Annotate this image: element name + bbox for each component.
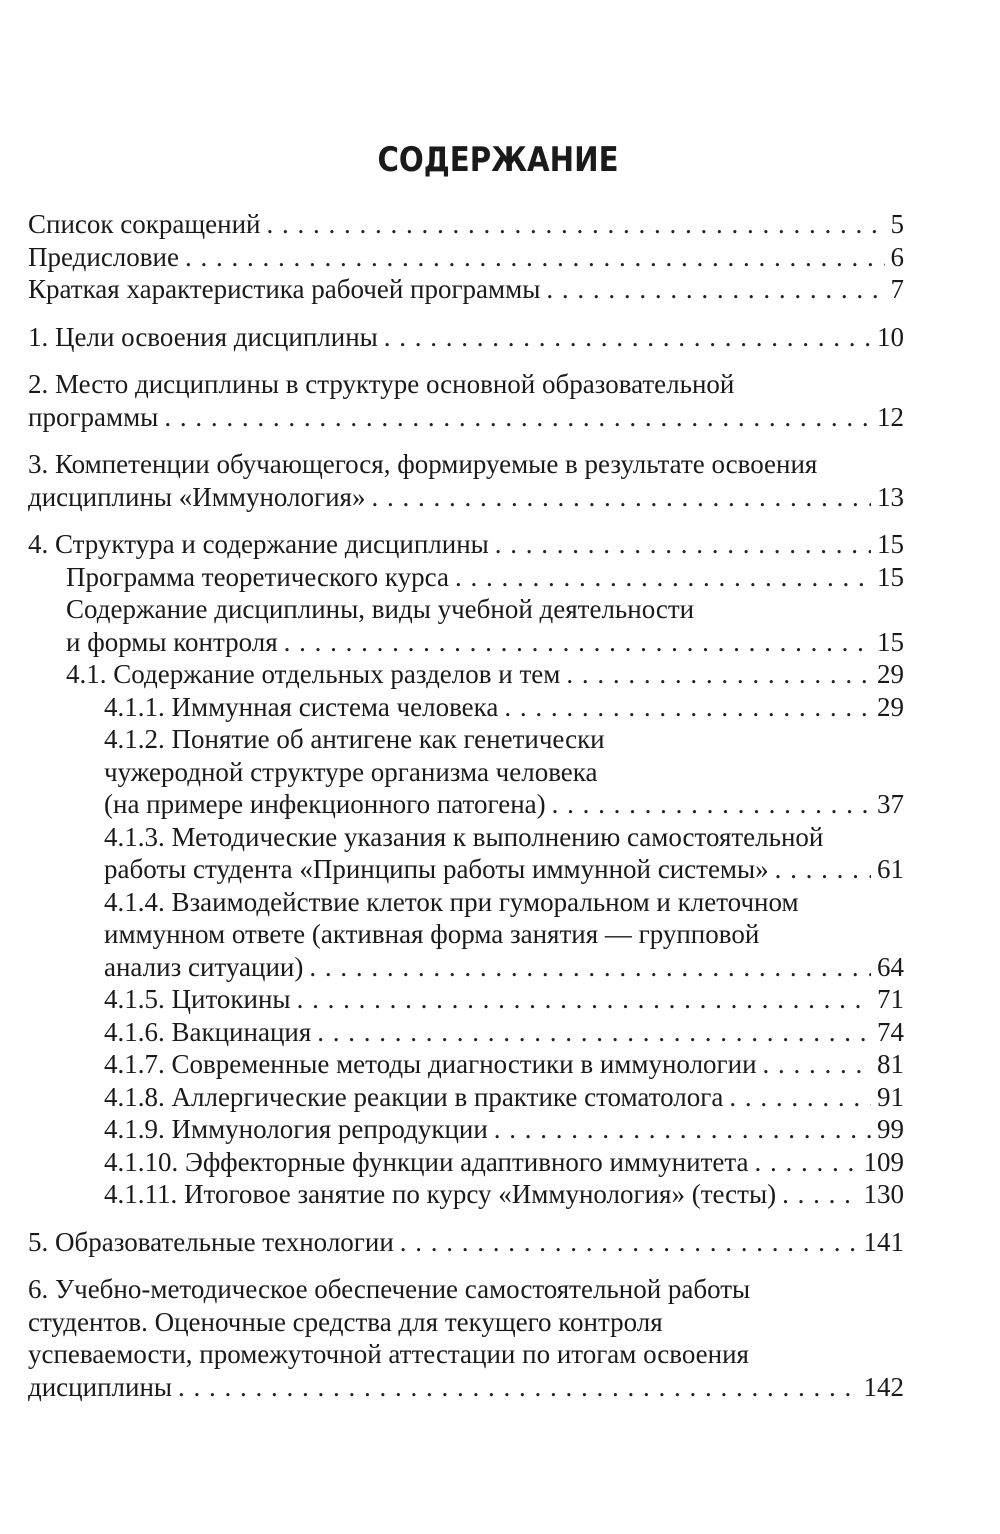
toc-entry-text: 4.1.6. Вакцинация — [104, 1016, 312, 1047]
toc-entry — [28, 561, 904, 594]
toc-entry-text: 4.1.3. Методические указания к выполнению самостоятельной — [104, 821, 824, 852]
toc-entry — [28, 528, 904, 561]
toc-entry — [28, 691, 904, 724]
toc-entry-text: работы студента «Принципы работы иммунной системы» — [104, 854, 769, 884]
toc-entry — [28, 983, 904, 1016]
toc-entry-text: успеваемости, промежуточной аттестации по итогам освоения — [28, 1339, 749, 1369]
toc-page-number: 12 — [877, 401, 904, 432]
toc-page-number: 99 — [877, 1114, 904, 1144]
toc-entry-text: 5. Образовательные технологии — [28, 1226, 394, 1257]
dot-leader — [495, 528, 871, 561]
toc-entry-text: 4.1.2. Понятие об антигене как генетически — [104, 724, 605, 754]
toc-entry-text: 2. Место дисциплины в структуре основной образовательной — [28, 369, 735, 399]
toc-page-number: 29 — [877, 691, 904, 722]
toc-entry-text: 4.1.10. Эффекторные функции адаптивного иммунитета — [104, 1146, 749, 1177]
toc-entry-text: 3. Компетенции обучающегося, формируемые в результате освоения — [28, 449, 818, 479]
toc-entry — [28, 723, 904, 821]
table-of-contents — [28, 208, 904, 1403]
toc-entry — [28, 1081, 904, 1114]
toc-page-number: 15 — [877, 561, 904, 592]
toc-page-number: 5 — [890, 209, 904, 239]
toc-entry — [28, 821, 904, 886]
dot-leader — [185, 241, 885, 274]
dot-leader — [284, 626, 871, 659]
toc-page-number: 130 — [863, 1179, 904, 1209]
dot-leader — [754, 1146, 857, 1179]
toc-page-number: 142 — [863, 1371, 904, 1402]
toc-entry-text: студентов. Оценочные средства для текущего контроля — [28, 1306, 663, 1337]
toc-page-number: 61 — [877, 854, 904, 884]
dot-leader — [763, 1048, 871, 1081]
toc-entry — [28, 658, 904, 691]
toc-page-number: 74 — [877, 1016, 904, 1047]
toc-entry — [28, 448, 904, 513]
toc-page-number: 109 — [863, 1146, 904, 1177]
toc-entry-text: чужеродной структуре организма человека — [104, 756, 598, 787]
toc-page-number: 64 — [877, 951, 904, 982]
toc-entry-text: 4.1.1. Иммунная система человека — [104, 691, 499, 722]
toc-entry-text: 4. Структура и содержание дисциплины — [28, 529, 489, 559]
toc-page-number: 13 — [877, 481, 904, 512]
toc-entry-text: 4.1.4. Взаимодействие клеток при гуморальном и клеточном — [104, 886, 799, 917]
toc-entry-text: 4.1.5. Цитокины — [104, 984, 291, 1014]
dot-leader — [552, 788, 871, 821]
dot-leader — [775, 853, 871, 886]
toc-entry-text: дисциплины — [28, 1371, 173, 1402]
toc-page-number: 15 — [877, 529, 904, 559]
toc-entry — [28, 593, 904, 658]
toc-entry-text: Программа теоретического курса — [66, 561, 449, 592]
dot-leader — [266, 208, 884, 241]
toc-entry — [28, 273, 904, 306]
dot-leader — [371, 481, 871, 514]
toc-entry-text: дисциплины «Иммунология» — [28, 481, 366, 512]
toc-page-number: 91 — [877, 1081, 904, 1112]
dot-leader — [178, 1371, 857, 1404]
dot-leader — [297, 983, 871, 1016]
toc-page-number: 81 — [877, 1049, 904, 1079]
toc-entry-text: (на примере инфекционного патогена) — [104, 789, 546, 819]
toc-entry — [28, 1016, 904, 1049]
toc-entry-text: Список сокращений — [28, 209, 261, 239]
toc-entry — [28, 886, 904, 984]
toc-entry — [28, 208, 904, 241]
toc-entry-text: 4.1.11. Итоговое занятие по курсу «Иммунология» (тесты) — [104, 1179, 777, 1209]
toc-entry-text: 1. Цели освоения дисциплины — [28, 321, 378, 352]
toc-page-number: 15 — [877, 626, 904, 657]
toc-entry-text: 4.1.8. Аллергические реакции в практике стоматолога — [104, 1081, 724, 1112]
dot-leader — [546, 273, 884, 306]
toc-entry — [28, 368, 904, 433]
toc-entry-text: 6. Учебно-методическое обеспечение самостоятельной работы — [28, 1274, 751, 1304]
toc-entry-text: программы — [28, 401, 159, 432]
dot-leader — [384, 321, 871, 354]
dot-leader — [317, 1016, 871, 1049]
toc-entry — [28, 1226, 904, 1259]
toc-entry — [28, 1048, 904, 1081]
dot-leader — [566, 658, 871, 691]
page-title: СОДЕРЖАНИЕ — [377, 140, 619, 180]
toc-entry-text: Предисловие — [28, 241, 179, 272]
dot-leader — [164, 401, 871, 434]
dot-leader — [400, 1226, 858, 1259]
toc-entry — [28, 241, 904, 274]
toc-entry-text: Краткая характеристика рабочей программы — [28, 274, 541, 304]
toc-entry — [28, 1273, 904, 1403]
toc-entry — [28, 321, 904, 354]
dot-leader — [309, 951, 871, 984]
toc-entry — [28, 1146, 904, 1179]
toc-page-number: 141 — [863, 1226, 904, 1257]
toc-page-number: 10 — [877, 321, 904, 352]
toc-page-number: 71 — [877, 984, 904, 1014]
dot-leader — [455, 561, 871, 594]
toc-entry — [28, 1178, 904, 1211]
toc-entry-text: анализ ситуации) — [104, 951, 304, 982]
dot-leader — [504, 691, 871, 724]
toc-page — [28, 0, 904, 1534]
toc-entry-text: и формы контроля — [66, 626, 278, 657]
toc-entry-text: 4.1. Содержание отдельных разделов и тем — [66, 659, 561, 689]
toc-page-number: 6 — [890, 241, 904, 272]
toc-entry-text: иммунном ответе (активная форма занятия — групповой — [104, 919, 760, 949]
toc-page-number: 7 — [890, 274, 904, 304]
toc-page-number: 37 — [877, 789, 904, 819]
toc-entry-text: Содержание дисциплины, виды учебной деятельности — [66, 594, 695, 624]
toc-entry — [28, 1113, 904, 1146]
dot-leader — [782, 1178, 857, 1211]
toc-entry-text: 4.1.9. Иммунология репродукции — [104, 1114, 488, 1144]
dot-leader — [729, 1081, 871, 1114]
dot-leader — [494, 1113, 871, 1146]
toc-entry-text: 4.1.7. Современные методы диагностики в иммунологии — [104, 1049, 757, 1079]
toc-page-number: 29 — [877, 659, 904, 689]
